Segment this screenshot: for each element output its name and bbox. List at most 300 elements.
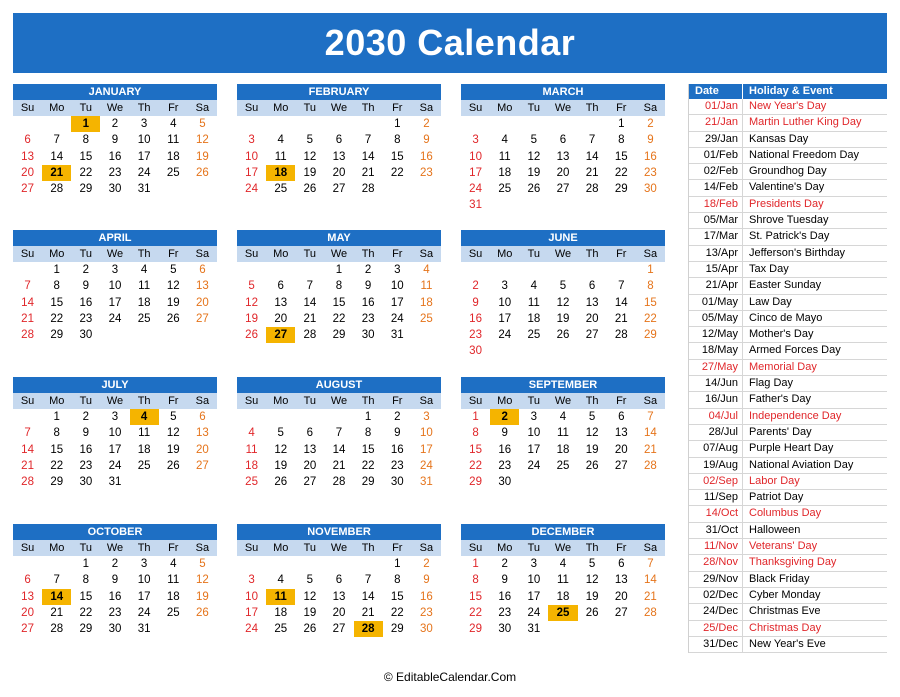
day-cell[interactable]: 10 [390,280,404,293]
day-cell[interactable]: 15 [361,443,375,456]
day-cell[interactable]: 19 [166,443,180,456]
day-cell[interactable]: 5 [170,411,177,423]
day-cell[interactable]: 7 [647,411,654,423]
day-cell[interactable]: 15 [50,296,64,309]
day-cell[interactable]: 7 [24,280,31,293]
day-cell[interactable]: 10 [245,590,258,603]
day-cell[interactable]: 16 [644,150,657,163]
day-cell[interactable]: 14 [361,150,375,163]
day-cell[interactable]: 26 [166,459,180,472]
day-cell[interactable]: 14 [361,590,375,603]
day-cell[interactable]: 5 [248,280,255,293]
day-cell[interactable]: 5 [588,411,596,423]
day-cell[interactable]: 11 [167,574,180,587]
day-cell[interactable]: 13 [556,150,570,163]
day-cell[interactable]: 24 [390,312,404,325]
day-cell[interactable]: 13 [196,280,209,293]
day-cell[interactable]: 17 [498,312,512,325]
day-cell[interactable]: 23 [79,459,93,472]
day-cell[interactable]: 8 [82,134,90,147]
day-cell[interactable]: 2 [647,118,654,130]
day-cell[interactable]: 25 [245,476,258,489]
day-cell[interactable]: 1 [82,558,90,570]
day-cell[interactable]: 2 [364,264,372,276]
day-cell[interactable]: 20 [303,459,317,472]
day-cell[interactable]: 9 [423,574,430,587]
day-cell[interactable]: 26 [585,459,599,472]
day-cell[interactable]: 22 [469,606,482,619]
day-cell[interactable]: 3 [111,264,119,276]
day-cell[interactable]: 3 [530,558,538,570]
day-cell[interactable]: 18 [137,296,151,309]
day-cell[interactable]: 28 [332,476,346,489]
day-cell[interactable]: 25 [498,183,512,196]
day-cell[interactable]: 7 [588,134,596,147]
day-cell[interactable]: 15 [50,443,64,456]
day-cell[interactable]: 2 [394,411,401,423]
day-cell[interactable]: 22 [390,606,404,619]
day-cell[interactable]: 7 [364,134,372,147]
day-cell[interactable]: 9 [647,134,654,147]
day-cell[interactable]: 26 [303,623,317,636]
day-cell[interactable]: 2 [423,558,430,570]
day-cell[interactable]: 5 [199,118,206,130]
day-cell[interactable]: 7 [364,574,372,587]
day-cell[interactable]: 29 [332,329,346,342]
day-cell[interactable]: 19 [303,166,317,179]
day-cell[interactable]: 11 [245,443,258,456]
day-cell[interactable]: 26 [245,329,258,342]
day-cell[interactable]: 16 [108,150,122,163]
day-cell[interactable]: 18 [245,459,258,472]
day-cell[interactable]: 5 [277,427,284,440]
day-cell[interactable]: 21 [644,443,657,456]
day-cell[interactable]: 17 [137,150,151,163]
day-cell[interactable]: 26 [166,312,180,325]
day-cell[interactable]: 17 [469,166,482,179]
day-cell[interactable]: 2 [111,118,119,130]
day-cell[interactable]: 12 [585,427,599,440]
day-cell[interactable]: 21 [42,165,71,181]
day-cell[interactable]: 24 [137,606,151,619]
day-cell[interactable]: 14 [50,150,64,163]
day-cell[interactable]: 18 [498,166,512,179]
day-cell[interactable]: 6 [24,134,31,147]
day-cell[interactable]: 30 [108,183,122,196]
day-cell[interactable]: 31 [420,476,433,489]
day-cell[interactable]: 21 [50,606,64,619]
day-cell[interactable]: 14 [644,427,657,440]
day-cell[interactable]: 14 [644,574,657,587]
day-cell[interactable]: 1 [394,118,401,130]
day-cell[interactable]: 30 [498,623,512,636]
day-cell[interactable]: 22 [79,166,93,179]
day-cell[interactable]: 16 [361,296,375,309]
day-cell[interactable]: 2 [111,558,119,570]
day-cell[interactable]: 23 [469,329,482,342]
day-cell[interactable]: 27 [614,606,628,619]
day-cell[interactable]: 16 [469,312,482,325]
day-cell[interactable]: 12 [585,574,599,587]
day-cell[interactable]: 4 [501,134,508,147]
day-cell[interactable]: 30 [79,476,93,489]
day-cell[interactable]: 17 [390,296,404,309]
day-cell[interactable]: 25 [166,166,180,179]
day-cell[interactable]: 3 [530,411,538,423]
day-cell[interactable]: 6 [335,134,343,147]
day-cell[interactable]: 22 [644,312,657,325]
day-cell[interactable]: 31 [137,183,151,196]
day-cell[interactable]: 30 [361,329,375,342]
day-cell[interactable]: 8 [53,427,60,440]
day-cell[interactable]: 9 [82,280,90,293]
day-cell[interactable]: 14 [21,443,34,456]
day-cell[interactable]: 9 [394,427,401,440]
day-cell[interactable]: 24 [108,459,122,472]
day-cell[interactable]: 15 [644,296,657,309]
day-cell[interactable]: 18 [420,296,433,309]
day-cell[interactable]: 13 [614,574,628,587]
day-cell[interactable]: 7 [306,280,314,293]
day-cell[interactable]: 24 [108,312,122,325]
day-cell[interactable]: 16 [79,443,93,456]
day-cell[interactable]: 8 [364,427,372,440]
day-cell[interactable]: 18 [556,443,570,456]
day-cell[interactable]: 20 [196,296,209,309]
day-cell[interactable]: 5 [306,574,314,587]
day-cell[interactable]: 30 [644,183,657,196]
day-cell[interactable]: 18 [556,590,570,603]
day-cell[interactable]: 30 [79,329,93,342]
day-cell[interactable]: 27 [332,623,346,636]
day-cell[interactable]: 25 [166,606,180,619]
day-cell[interactable]: 19 [303,606,317,619]
day-cell[interactable]: 8 [394,574,401,587]
day-cell[interactable]: 19 [196,590,209,603]
day-cell[interactable]: 11 [167,134,180,147]
day-cell[interactable]: 24 [527,606,541,619]
day-cell[interactable]: 15 [79,590,93,603]
day-cell[interactable]: 28 [50,623,64,636]
day-cell[interactable]: 12 [303,590,317,603]
day-cell[interactable]: 22 [79,606,93,619]
day-cell[interactable]: 25 [137,459,151,472]
day-cell[interactable]: 27 [196,312,209,325]
day-cell[interactable]: 23 [390,459,404,472]
day-cell[interactable]: 29 [614,183,628,196]
day-cell[interactable]: 3 [501,280,508,293]
day-cell[interactable]: 6 [24,574,31,587]
day-cell[interactable]: 17 [245,166,258,179]
day-cell[interactable]: 25 [137,312,151,325]
day-cell[interactable]: 10 [245,150,258,163]
day-cell[interactable]: 10 [108,280,122,293]
day-cell[interactable]: 15 [390,590,404,603]
day-cell[interactable]: 14 [21,296,34,309]
day-cell[interactable]: 4 [530,280,538,293]
day-cell[interactable]: 12 [196,574,209,587]
day-cell[interactable]: 19 [527,166,541,179]
day-cell[interactable]: 6 [618,411,625,423]
day-cell[interactable]: 26 [527,183,541,196]
day-cell[interactable]: 27 [585,329,599,342]
day-cell[interactable]: 3 [140,558,148,570]
day-cell[interactable]: 8 [618,134,625,147]
day-cell[interactable]: 6 [277,280,284,293]
day-cell[interactable]: 16 [498,443,512,456]
day-cell[interactable]: 20 [556,166,570,179]
day-cell[interactable]: 25 [274,183,288,196]
day-cell[interactable]: 28 [21,476,34,489]
day-cell[interactable]: 16 [420,590,433,603]
day-cell[interactable]: 10 [527,427,541,440]
day-cell[interactable]: 10 [498,296,512,309]
day-cell[interactable]: 16 [498,590,512,603]
day-cell[interactable]: 2 [423,118,430,130]
day-cell[interactable]: 20 [332,166,346,179]
day-cell[interactable]: 6 [588,280,596,293]
day-cell[interactable]: 4 [170,558,177,570]
day-cell[interactable]: 4 [170,118,177,130]
day-cell[interactable]: 5 [170,264,177,276]
day-cell[interactable]: 19 [585,590,599,603]
day-cell[interactable]: 9 [111,134,119,147]
day-cell[interactable]: 18 [274,606,288,619]
day-cell[interactable]: 31 [527,623,541,636]
day-cell[interactable]: 7 [618,280,625,293]
day-cell[interactable]: 7 [24,427,31,440]
day-cell[interactable]: 23 [420,166,433,179]
day-cell[interactable]: 17 [527,590,541,603]
day-cell[interactable]: 15 [469,443,482,456]
day-cell[interactable]: 16 [390,443,404,456]
day-cell[interactable]: 28 [614,329,628,342]
day-cell[interactable]: 23 [498,459,512,472]
day-cell[interactable]: 28 [644,459,657,472]
day-cell[interactable]: 27 [332,183,346,196]
day-cell[interactable]: 21 [644,590,657,603]
day-cell[interactable]: 21 [21,459,34,472]
day-cell[interactable]: 8 [472,574,479,587]
day-cell[interactable]: 9 [501,427,508,440]
day-cell[interactable]: 18 [527,312,541,325]
day-cell[interactable]: 11 [138,280,151,293]
day-cell[interactable]: 20 [21,166,34,179]
day-cell[interactable]: 24 [498,329,512,342]
day-cell[interactable]: 29 [469,476,482,489]
day-cell[interactable]: 25 [420,312,433,325]
day-cell[interactable]: 31 [137,623,151,636]
day-cell[interactable]: 2 [82,411,90,423]
day-cell[interactable]: 15 [469,590,482,603]
day-cell[interactable]: 3 [248,134,255,147]
day-cell[interactable]: 4 [559,558,567,570]
day-cell[interactable]: 12 [166,280,180,293]
day-cell[interactable]: 2 [82,264,90,276]
day-cell[interactable]: 9 [82,427,90,440]
day-cell[interactable]: 13 [274,296,288,309]
day-cell[interactable]: 1 [618,118,625,130]
day-cell[interactable]: 23 [498,606,512,619]
day-cell[interactable]: 14 [42,589,71,605]
day-cell[interactable]: 11 [266,589,295,605]
day-cell[interactable]: 31 [108,476,122,489]
day-cell[interactable]: 10 [137,574,151,587]
day-cell[interactable]: 3 [248,574,255,587]
day-cell[interactable]: 29 [50,476,64,489]
day-cell[interactable]: 12 [303,150,317,163]
day-cell[interactable]: 20 [196,443,209,456]
day-cell[interactable]: 30 [420,623,433,636]
day-cell[interactable]: 10 [108,427,122,440]
day-cell[interactable]: 10 [420,427,433,440]
day-cell[interactable]: 12 [245,296,258,309]
day-cell[interactable]: 17 [527,443,541,456]
day-cell[interactable]: 20 [614,443,628,456]
day-cell[interactable]: 2 [490,409,519,425]
day-cell[interactable]: 13 [585,296,599,309]
day-cell[interactable]: 27 [303,476,317,489]
day-cell[interactable]: 24 [245,183,258,196]
day-cell[interactable]: 17 [137,590,151,603]
day-cell[interactable]: 20 [614,590,628,603]
day-cell[interactable]: 22 [390,166,404,179]
day-cell[interactable]: 24 [469,183,482,196]
day-cell[interactable]: 5 [306,134,314,147]
day-cell[interactable]: 12 [166,427,180,440]
day-cell[interactable]: 29 [469,623,482,636]
day-cell[interactable]: 26 [196,606,209,619]
day-cell[interactable]: 13 [614,427,628,440]
day-cell[interactable]: 17 [420,443,433,456]
day-cell[interactable]: 23 [79,312,93,325]
day-cell[interactable]: 29 [644,329,657,342]
day-cell[interactable]: 12 [527,150,541,163]
day-cell[interactable]: 22 [469,459,482,472]
day-cell[interactable]: 25 [556,459,570,472]
day-cell[interactable]: 17 [108,443,122,456]
day-cell[interactable]: 1 [472,558,479,570]
day-cell[interactable]: 16 [79,296,93,309]
day-cell[interactable]: 23 [108,606,122,619]
day-cell[interactable]: 5 [559,280,567,293]
day-cell[interactable]: 27 [196,459,209,472]
day-cell[interactable]: 18 [166,590,180,603]
day-cell[interactable]: 15 [614,150,628,163]
day-cell[interactable]: 16 [420,150,433,163]
day-cell[interactable]: 26 [274,476,288,489]
day-cell[interactable]: 1 [53,411,60,423]
day-cell[interactable]: 4 [277,134,284,147]
day-cell[interactable]: 8 [53,280,60,293]
day-cell[interactable]: 27 [556,183,570,196]
day-cell[interactable]: 10 [527,574,541,587]
day-cell[interactable]: 27 [21,183,34,196]
day-cell[interactable]: 13 [196,427,209,440]
day-cell[interactable]: 5 [530,134,538,147]
day-cell[interactable]: 29 [79,183,93,196]
day-cell[interactable]: 19 [585,443,599,456]
day-cell[interactable]: 26 [556,329,570,342]
day-cell[interactable]: 11 [498,150,511,163]
day-cell[interactable]: 2 [472,280,479,293]
day-cell[interactable]: 6 [335,574,343,587]
day-cell[interactable]: 19 [196,150,209,163]
day-cell[interactable]: 16 [108,590,122,603]
day-cell[interactable]: 13 [303,443,317,456]
day-cell[interactable]: 25 [527,329,541,342]
day-cell[interactable]: 31 [390,329,404,342]
day-cell[interactable]: 11 [138,427,151,440]
day-cell[interactable]: 1 [71,116,100,132]
day-cell[interactable]: 23 [361,312,375,325]
day-cell[interactable]: 21 [303,312,317,325]
day-cell[interactable]: 21 [361,606,375,619]
day-cell[interactable]: 13 [332,150,346,163]
day-cell[interactable]: 1 [394,558,401,570]
day-cell[interactable]: 3 [423,411,430,423]
day-cell[interactable]: 8 [394,134,401,147]
day-cell[interactable]: 17 [245,606,258,619]
day-cell[interactable]: 29 [361,476,375,489]
day-cell[interactable]: 24 [527,459,541,472]
day-cell[interactable]: 4 [130,409,159,425]
day-cell[interactable]: 7 [647,558,654,570]
day-cell[interactable]: 20 [585,312,599,325]
day-cell[interactable]: 1 [53,264,60,276]
day-cell[interactable]: 4 [423,264,430,276]
day-cell[interactable]: 1 [647,264,654,276]
day-cell[interactable]: 21 [361,166,375,179]
day-cell[interactable]: 19 [245,312,258,325]
day-cell[interactable]: 28 [50,183,64,196]
day-cell[interactable]: 26 [196,166,209,179]
day-cell[interactable]: 13 [332,590,346,603]
day-cell[interactable]: 11 [557,574,569,587]
day-cell[interactable]: 14 [614,296,628,309]
day-cell[interactable]: 29 [390,623,404,636]
day-cell[interactable]: 18 [266,165,295,181]
day-cell[interactable]: 30 [498,476,512,489]
day-cell[interactable]: 6 [618,558,625,570]
day-cell[interactable]: 10 [137,134,151,147]
day-cell[interactable]: 6 [559,134,567,147]
day-cell[interactable]: 8 [472,427,479,440]
day-cell[interactable]: 1 [364,411,372,423]
day-cell[interactable]: 12 [196,134,209,147]
day-cell[interactable]: 7 [53,574,60,587]
day-cell[interactable]: 11 [274,150,287,163]
day-cell[interactable]: 27 [21,623,34,636]
day-cell[interactable]: 9 [501,574,508,587]
day-cell[interactable]: 31 [469,199,482,212]
day-cell[interactable]: 4 [248,427,255,440]
day-cell[interactable]: 10 [469,150,482,163]
day-cell[interactable]: 21 [21,312,34,325]
day-cell[interactable]: 4 [140,264,148,276]
day-cell[interactable]: 25 [548,605,577,621]
day-cell[interactable]: 22 [361,459,375,472]
day-cell[interactable]: 19 [556,312,570,325]
day-cell[interactable]: 30 [469,345,482,358]
day-cell[interactable]: 22 [614,166,628,179]
day-cell[interactable]: 11 [420,280,433,293]
day-cell[interactable]: 28 [21,329,34,342]
day-cell[interactable]: 9 [111,574,119,587]
day-cell[interactable]: 28 [354,621,383,637]
day-cell[interactable]: 23 [420,606,433,619]
day-cell[interactable]: 6 [199,264,206,276]
